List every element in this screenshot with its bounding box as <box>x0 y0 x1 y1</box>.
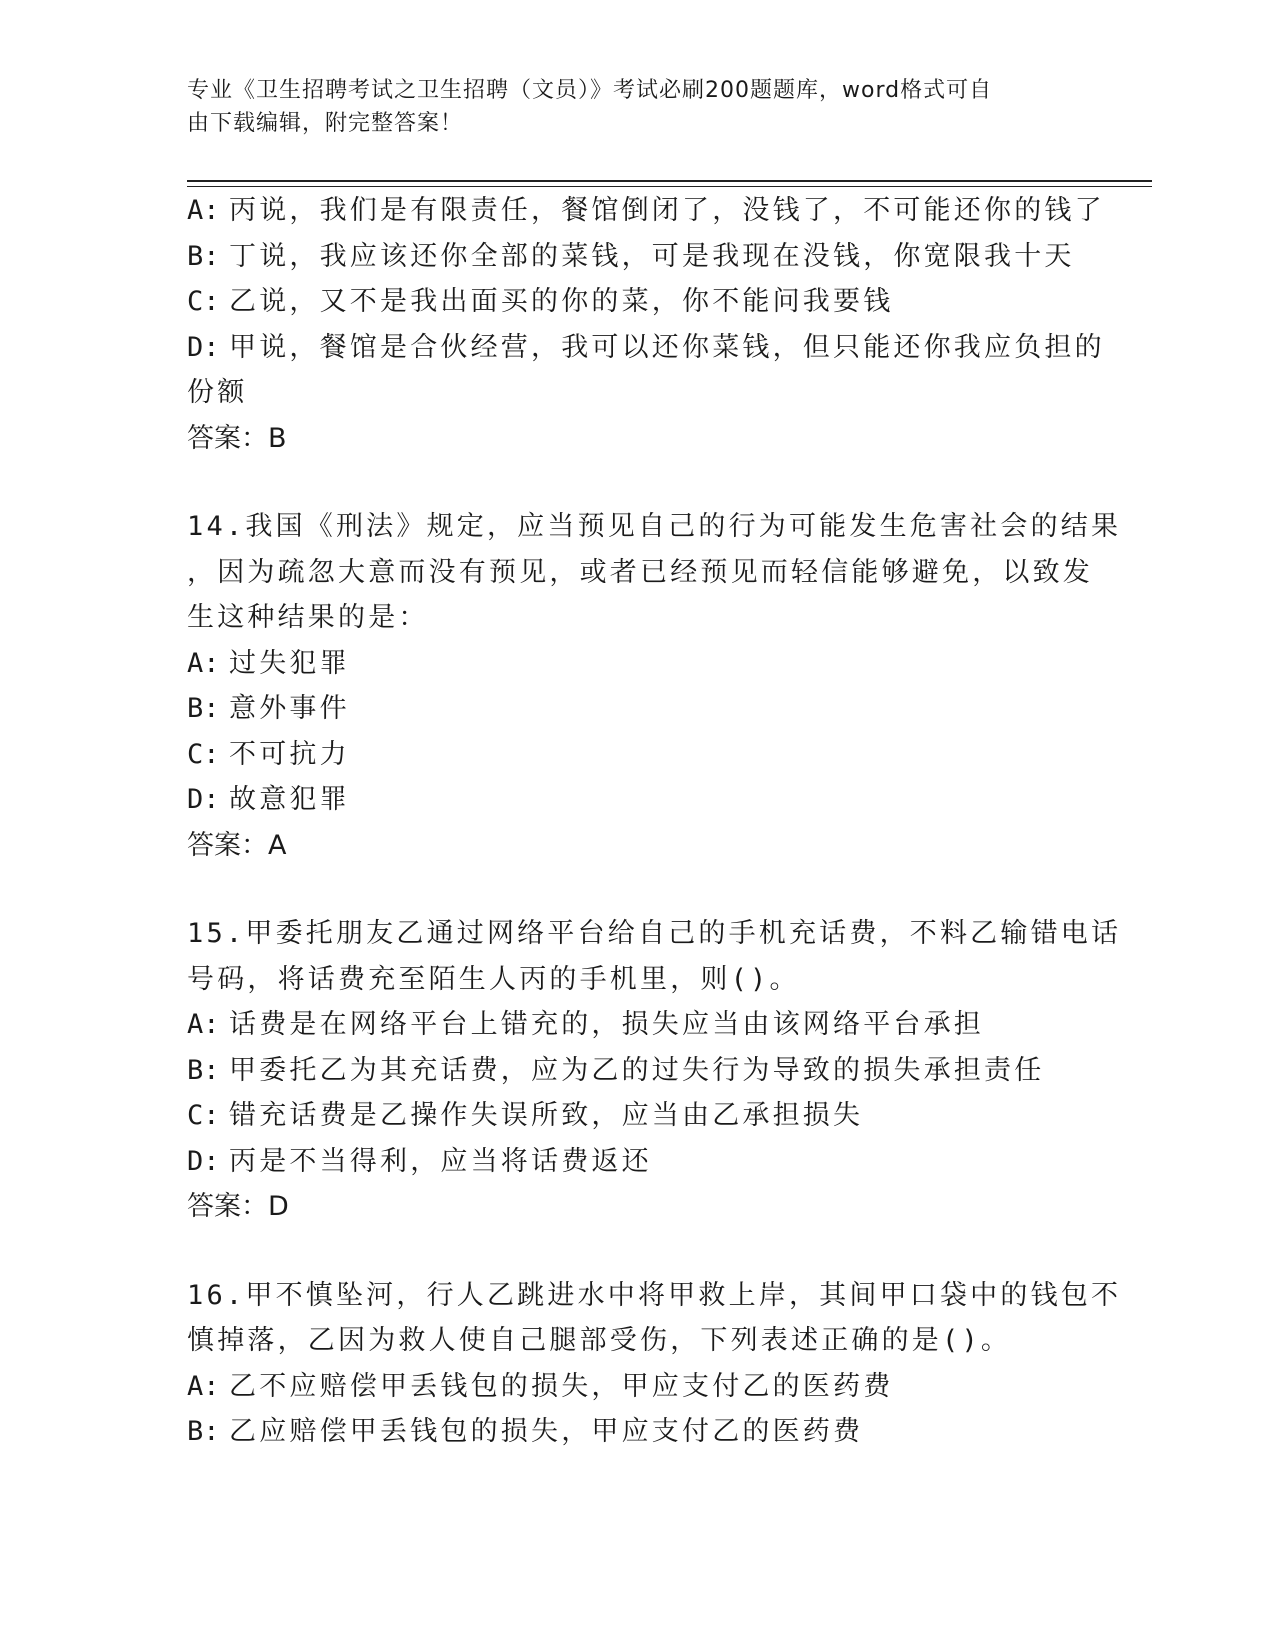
option-label: A: <box>187 195 220 226</box>
option-label: C: <box>187 286 220 317</box>
option-b <box>187 1409 1087 1455</box>
option-c <box>187 732 1087 778</box>
option-a <box>187 641 1087 687</box>
option-text: 乙应赔偿甲丢钱包的损失，甲应支付乙的医药费 <box>229 1416 864 1447</box>
option-label: B: <box>187 1054 220 1086</box>
question-stem-line: 16.甲不慎坠河，行人乙跳进水中将甲救上岸，其间甲口袋中的钱包不 <box>187 1279 1122 1311</box>
question-stem-line: 号码，将话费充至陌生人丙的手机里，则()。 <box>187 963 800 995</box>
option-b <box>187 1048 1087 1094</box>
option-text: 乙不应赔偿甲丢钱包的损失，甲应支付乙的医药费 <box>229 1370 894 1402</box>
header-divider-thick <box>187 180 1152 182</box>
question-14 <box>187 504 1122 868</box>
header-divider-thin <box>187 186 1152 187</box>
option-label: C: <box>187 1100 220 1131</box>
option-d-continuation: 份额 <box>187 377 248 408</box>
question-13 <box>187 188 1105 461</box>
document-header <box>187 74 1087 140</box>
option-label: C: <box>187 738 220 770</box>
option-label: A: <box>187 1009 220 1040</box>
option-text: 意外事件 <box>229 693 350 724</box>
option-label: B: <box>187 693 220 724</box>
option-text: 乙说，又不是我出面买的你的菜，你不能问我要钱 <box>229 286 894 317</box>
question-stem-line: ，因为疏忽大意而没有预见，或者已经预见而轻信能够避免，以致发 <box>187 556 1093 588</box>
option-text: 甲委托乙为其充话费，应为乙的过失行为导致的损失承担责任 <box>229 1054 1045 1086</box>
document-body <box>187 188 1122 1455</box>
spacer <box>187 1230 1087 1273</box>
option-b <box>187 234 1087 280</box>
option-label: D: <box>187 1145 220 1177</box>
option-d <box>187 325 1105 371</box>
option-label: A: <box>187 647 220 679</box>
option-a <box>187 1002 1087 1048</box>
option-c <box>187 1093 1087 1139</box>
option-c <box>187 279 1087 325</box>
option-text: 故意犯罪 <box>229 784 350 815</box>
option-text: 丙说，我们是有限责任，餐馆倒闭了，没钱了，不可能还你的钱了 <box>229 195 1105 226</box>
answer: 答案：A <box>187 829 287 861</box>
option-text: 甲说，餐馆是合伙经营，我可以还你菜钱，但只能还你我应负担的 <box>229 331 1105 363</box>
option-b <box>187 686 1087 732</box>
question-15 <box>187 911 1122 1230</box>
question-stem-line: 慎掉落，乙因为救人使自己腿部受伤，下列表述正确的是()。 <box>187 1325 1012 1356</box>
option-label: A: <box>187 1370 220 1402</box>
option-d <box>187 777 1087 823</box>
answer: 答案：B <box>187 422 287 454</box>
option-text: 过失犯罪 <box>229 647 350 679</box>
option-text: 话费是在网络平台上错充的，损失应当由该网络平台承担 <box>229 1009 984 1040</box>
option-text: 丁说，我应该还你全部的菜钱，可是我现在没钱，你宽限我十天 <box>229 240 1075 272</box>
option-label: D: <box>187 331 220 363</box>
question-stem-line: 15.甲委托朋友乙通过网络平台给自己的手机充话费，不料乙输错电话 <box>187 918 1122 949</box>
spacer <box>187 868 1087 911</box>
question-stem-line: 生这种结果的是： <box>187 602 429 633</box>
answer: 答案：D <box>187 1191 289 1222</box>
question-16 <box>187 1273 1122 1455</box>
header-line-1: 专业《卫生招聘考试之卫生招聘（文员）》考试必刷200题题库，word格式可自 <box>187 78 993 103</box>
spacer <box>187 461 1087 504</box>
option-a <box>187 1364 1087 1410</box>
option-label: B: <box>187 240 220 272</box>
option-label: B: <box>187 1416 220 1447</box>
option-text: 丙是不当得利，应当将话费返还 <box>229 1145 652 1177</box>
option-d <box>187 1139 1087 1185</box>
option-text: 不可抗力 <box>229 738 350 770</box>
option-label: D: <box>187 784 220 815</box>
option-text: 错充话费是乙操作失误所致，应当由乙承担损失 <box>229 1100 864 1131</box>
question-stem-line: 14.我国《刑法》规定，应当预见自己的行为可能发生危害社会的结果 <box>187 511 1122 542</box>
option-a <box>187 188 1105 234</box>
header-line-2: 由下载编辑，附完整答案！ <box>187 111 464 136</box>
